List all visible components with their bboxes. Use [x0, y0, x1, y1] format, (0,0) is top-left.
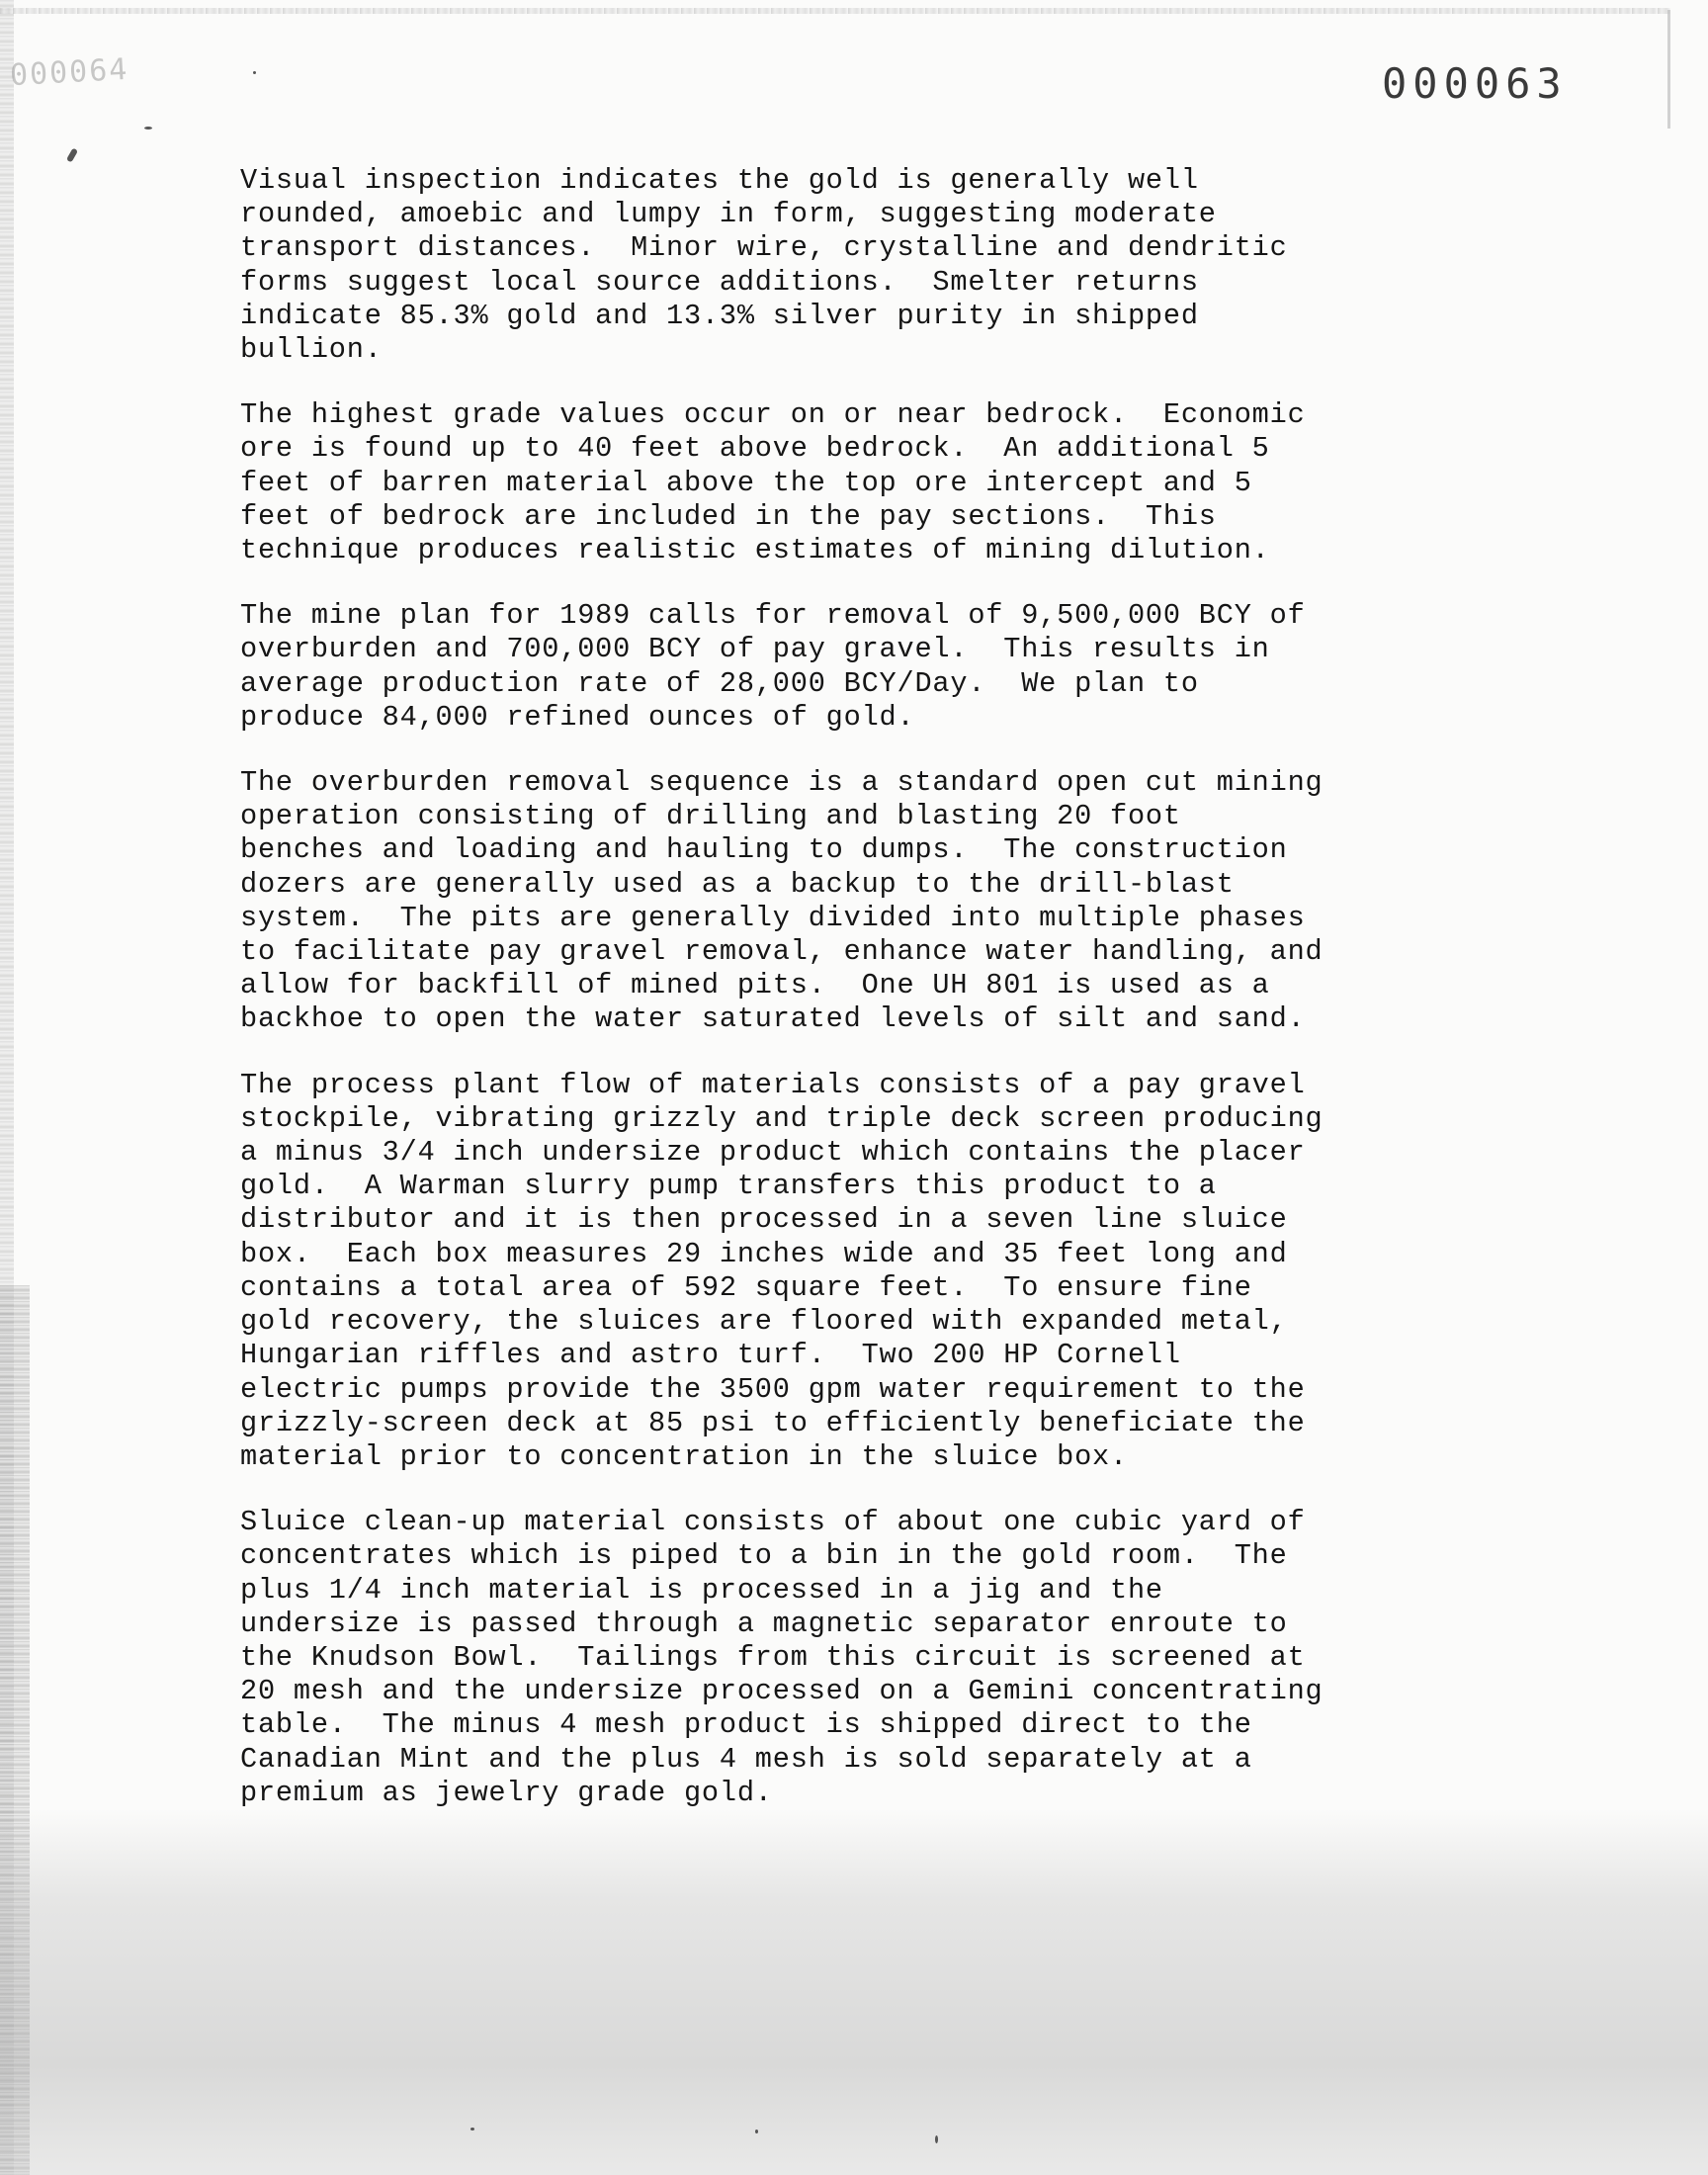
- text-line: operation consisting of drilling and blasting 20 foot: [240, 800, 1181, 833]
- text-line: technique produces realistic estimates of mining dilution.: [240, 534, 1270, 567]
- scan-speck: [935, 2135, 938, 2143]
- text-line: forms suggest local source additions. Smelter returns: [240, 265, 1199, 299]
- text-line: allow for backfill of mined pits. One UH 801 is used as a: [240, 969, 1270, 1002]
- text-line: The overburden removal sequence is a standard open cut mining: [240, 766, 1324, 800]
- text-line: distributor and it is then processed in a seven line sluice: [240, 1203, 1288, 1237]
- text-line: plus 1/4 inch material is processed in a jig and the: [240, 1573, 1163, 1607]
- text-line: gold recovery, the sluices are floored with expanded metal,: [240, 1305, 1288, 1339]
- text-line: The highest grade values occur on or near bedrock. Economic: [240, 398, 1306, 432]
- text-line: a minus 3/4 inch undersize product which contains the placer: [240, 1136, 1306, 1170]
- scan-speck: [755, 2130, 758, 2133]
- text-line: produce 84,000 refined ounces of gold.: [240, 700, 915, 734]
- text-line: system. The pits are generally divided into multiple phases: [240, 901, 1306, 934]
- text-line: The mine plan for 1989 calls for removal of 9,500,000 BCY of: [240, 599, 1306, 633]
- text-line: concentrates which is piped to a bin in the gold room. The: [240, 1539, 1288, 1573]
- text-line: stockpile, vibrating grizzly and triple deck screen producing: [240, 1101, 1324, 1135]
- text-line: premium as jewelry grade gold.: [240, 1776, 773, 1809]
- text-line: Canadian Mint and the plus 4 mesh is sold separately at a: [240, 1742, 1252, 1776]
- text-line: contains a total area of 592 square feet. To ensure fine: [240, 1270, 1252, 1304]
- text-line: the Knudson Bowl. Tailings from this circuit is screened at: [240, 1640, 1306, 1674]
- text-line: material prior to concentration in the sluice box.: [240, 1439, 1128, 1473]
- scan-edge-right: [1667, 10, 1670, 129]
- text-line: Hungarian riffles and astro turf. Two 200 HP Cornell: [240, 1339, 1181, 1372]
- text-line: average production rate of 28,000 BCY/Day. We plan to: [240, 666, 1199, 700]
- text-line: Visual inspection indicates the gold is generally well: [240, 164, 1199, 197]
- text-line: backhoe to open the water saturated levels of silt and sand.: [240, 1002, 1306, 1036]
- text-line: benches and loading and hauling to dumps. The construction: [240, 833, 1288, 867]
- text-line: box. Each box measures 29 inches wide and 35 feet long and: [240, 1237, 1288, 1270]
- scan-edge-top: [0, 8, 1670, 14]
- scan-shade-bottom: [0, 1809, 1708, 2175]
- scan-speck: [470, 2128, 474, 2131]
- paragraph-1: [240, 164, 1466, 367]
- text-line: feet of barren material above the top ore intercept and 5: [240, 466, 1252, 499]
- page-number: 000063: [1382, 59, 1568, 108]
- scan-speck: [66, 147, 78, 162]
- text-line: electric pumps provide the 3500 gpm water requirement to the: [240, 1372, 1306, 1406]
- text-line: to facilitate pay gravel removal, enhance water handling, and: [240, 935, 1324, 969]
- text-line: grizzly-screen deck at 85 psi to efficiently beneficiate the: [240, 1406, 1306, 1439]
- text-line: table. The minus 4 mesh product is shipped direct to the: [240, 1708, 1252, 1742]
- text-line: undersize is passed through a magnetic separator enroute to: [240, 1607, 1288, 1640]
- paragraph-6: [240, 1506, 1466, 1810]
- document-body: [240, 164, 1466, 1842]
- text-line: indicate 85.3% gold and 13.3% silver purity in shipped: [240, 299, 1199, 332]
- text-line: rounded, amoebic and lumpy in form, suggesting moderate: [240, 198, 1217, 231]
- paragraph-5: [240, 1069, 1466, 1474]
- text-line: The process plant flow of materials consists of a pay gravel: [240, 1068, 1306, 1101]
- text-line: transport distances. Minor wire, crystalline and dendritic: [240, 231, 1288, 265]
- text-line: gold. A Warman slurry pump transfers this product to a: [240, 1170, 1217, 1203]
- ghost-page-number: 000064: [9, 51, 130, 94]
- scan-speck: [144, 127, 152, 130]
- text-line: 20 mesh and the undersize processed on a Gemini concentrating: [240, 1675, 1324, 1708]
- paragraph-3: [240, 599, 1466, 735]
- text-line: feet of bedrock are included in the pay sections. This: [240, 499, 1217, 533]
- text-line: overburden and 700,000 BCY of pay gravel. This results in: [240, 633, 1270, 666]
- text-line: ore is found up to 40 feet above bedrock. An additional 5: [240, 432, 1270, 466]
- text-line: dozers are generally used as a backup to the drill-blast: [240, 867, 1235, 901]
- paragraph-2: [240, 398, 1466, 567]
- text-line: Sluice clean-up material consists of about one cubic yard of: [240, 1506, 1306, 1539]
- scan-speck: [253, 71, 256, 74]
- text-line: bullion.: [240, 333, 383, 367]
- paragraph-4: [240, 766, 1466, 1037]
